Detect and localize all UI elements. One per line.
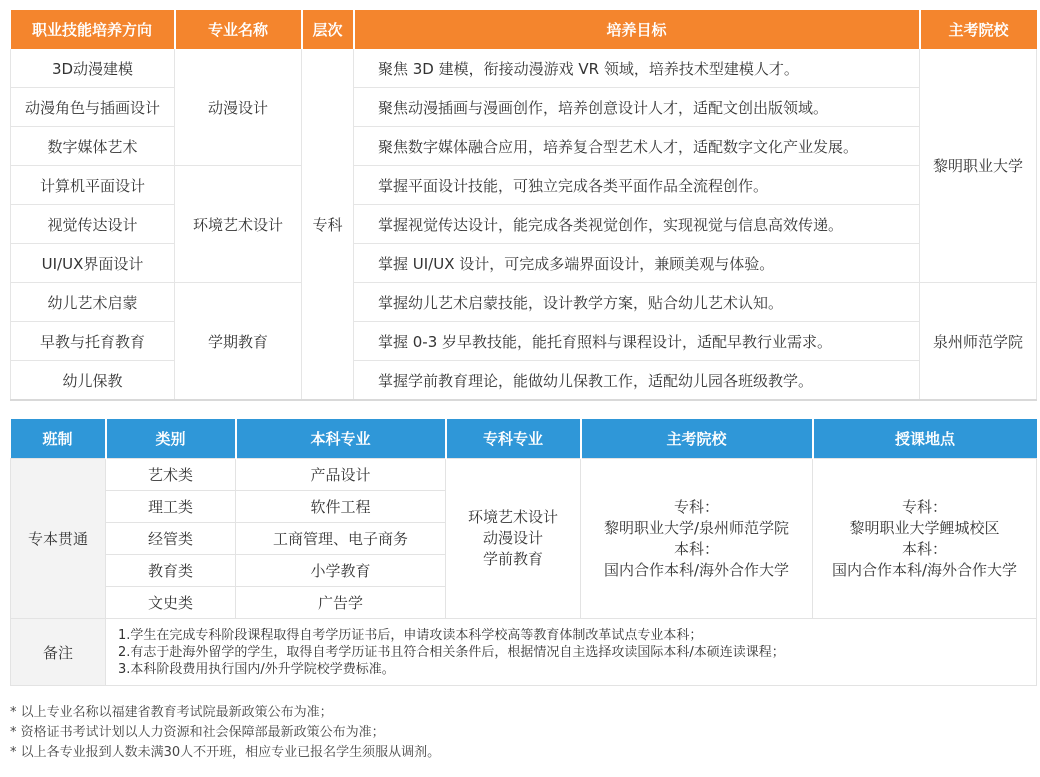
footnotes — [10, 703, 440, 763]
table-row — [11, 166, 1037, 205]
goal-cell: 掌握 UI/UX 设计，可完成多端界面设计，兼顾美观与体验。 — [354, 244, 920, 283]
location-line: 本科： — [901, 539, 947, 558]
major-cell: 学期教育 — [175, 283, 302, 401]
direction-cell: 计算机平面设计 — [11, 166, 175, 205]
direction-cell: 幼儿保教 — [11, 361, 175, 401]
junior-major: 动漫设计 — [482, 529, 543, 547]
location-line: 国内合作本科/海外合作大学 — [831, 560, 1018, 579]
table-row — [11, 127, 1037, 166]
header-school: 主考院校 — [920, 10, 1037, 49]
footnote: * 以上专业名称以福建省教育考试院最新政策公布为准； — [10, 705, 333, 720]
location-line: 黎明职业大学鲤城校区 — [849, 518, 1000, 537]
category-cell: 艺术类 — [106, 459, 236, 491]
goal-cell: 掌握幼儿艺术启蒙技能，设计教学方案，贴合幼儿艺术认知。 — [354, 283, 920, 322]
school-line: 国内合作本科/海外合作大学 — [603, 560, 790, 579]
category-cell: 文史类 — [106, 587, 236, 619]
school-cell: 黎明职业大学 — [920, 49, 1037, 283]
header-bachelor-major: 本科专业 — [236, 419, 446, 459]
bachelor-major-cell: 软件工程 — [236, 491, 446, 523]
schools-cell — [581, 459, 813, 619]
school-line: 本科： — [673, 539, 719, 558]
header-category: 类别 — [106, 419, 236, 459]
table-row — [11, 88, 1037, 127]
table-row — [11, 49, 1037, 88]
table-row — [11, 361, 1037, 401]
school-line: 专科： — [673, 497, 719, 516]
category-cell: 经管类 — [106, 523, 236, 555]
major-direction-table — [10, 10, 1037, 401]
footnote: * 资格证书考试计划以人力资源和社会保障部最新政策公布为准； — [10, 725, 385, 740]
header-program: 班制 — [11, 419, 106, 459]
direction-cell: 数字媒体艺术 — [11, 127, 175, 166]
direction-cell: 早教与托育教育 — [11, 322, 175, 361]
goal-cell: 掌握 0-3 岁早教技能，能托育照料与课程设计，适配早教行业需求。 — [354, 322, 920, 361]
bachelor-major-cell: 广告学 — [236, 587, 446, 619]
goal-cell: 聚焦 3D 建模，衔接动漫游戏 VR 领域，培养技术型建模人才。 — [354, 49, 920, 88]
note-line: 1.学生在完成专科阶段课程取得自考学历证书后，申请攻读本科学校高等教育体制改革试点专业本科； — [118, 627, 703, 643]
junior-major: 环境艺术设计 — [467, 508, 558, 526]
table-row — [11, 283, 1037, 322]
bachelor-major-cell: 工商管理、电子商务 — [236, 523, 446, 555]
level-cell: 专科 — [302, 49, 354, 400]
table-header-row — [11, 10, 1037, 49]
note-line: 2.有志于赴海外留学的学生，取得自考学历证书且符合相关条件后，根据情况自主选择攻读国际本科/本硕连读课程； — [118, 644, 785, 660]
goal-cell: 掌握视觉传达设计，能完成各类视觉创作，实现视觉与信息高效传递。 — [354, 205, 920, 244]
bachelor-major-cell: 产品设计 — [236, 459, 446, 491]
category-cell: 教育类 — [106, 555, 236, 587]
table-row — [11, 244, 1037, 283]
direction-cell: UI/UX界面设计 — [11, 244, 175, 283]
goal-cell: 聚焦动漫插画与漫画创作，培养创意设计人才，适配文创出版领域。 — [354, 88, 920, 127]
table-header-row — [11, 419, 1037, 459]
direction-cell: 幼儿艺术启蒙 — [11, 283, 175, 322]
category-cell: 理工类 — [106, 491, 236, 523]
table-row — [11, 459, 1037, 491]
locations-cell — [813, 459, 1037, 619]
bachelor-major-cell: 小学教育 — [236, 555, 446, 587]
header-goal: 培养目标 — [354, 10, 920, 49]
note-line: 3.本科阶段费用执行国内/外升学院校学费标准。 — [118, 661, 395, 677]
goal-cell: 掌握学前教育理论，能做幼儿保教工作，适配幼儿园各班级教学。 — [354, 361, 920, 401]
goal-cell: 掌握平面设计技能，可独立完成各类平面作品全流程创作。 — [354, 166, 920, 205]
program-table — [10, 419, 1037, 686]
header-school: 主考院校 — [581, 419, 813, 459]
junior-major: 学前教育 — [482, 550, 543, 568]
notes-cell — [106, 619, 1037, 686]
location-line: 专科： — [901, 497, 947, 516]
program-cell: 专本贯通 — [11, 459, 106, 619]
notes-label: 备注 — [11, 619, 106, 686]
header-level: 层次 — [302, 10, 354, 49]
goal-cell: 聚焦数字媒体融合应用，培养复合型艺术人才，适配数字文化产业发展。 — [354, 127, 920, 166]
junior-majors-cell — [446, 459, 581, 619]
header-junior-major: 专科专业 — [446, 419, 581, 459]
header-major: 专业名称 — [175, 10, 302, 49]
direction-cell: 视觉传达设计 — [11, 205, 175, 244]
school-cell: 泉州师范学院 — [920, 283, 1037, 401]
direction-cell: 动漫角色与插画设计 — [11, 88, 175, 127]
table-row — [11, 205, 1037, 244]
header-location: 授课地点 — [813, 419, 1037, 459]
notes-row — [11, 619, 1037, 686]
footnote: * 以上各专业报到人数未满30人不开班，相应专业已报名学生须服从调剂。 — [10, 745, 441, 760]
major-cell: 环境艺术设计 — [175, 166, 302, 283]
school-line: 黎明职业大学/泉州师范学院 — [603, 518, 790, 537]
header-direction: 职业技能培养方向 — [11, 10, 175, 49]
major-cell: 动漫设计 — [175, 49, 302, 166]
direction-cell: 3D动漫建模 — [11, 49, 175, 88]
table-row — [11, 322, 1037, 361]
